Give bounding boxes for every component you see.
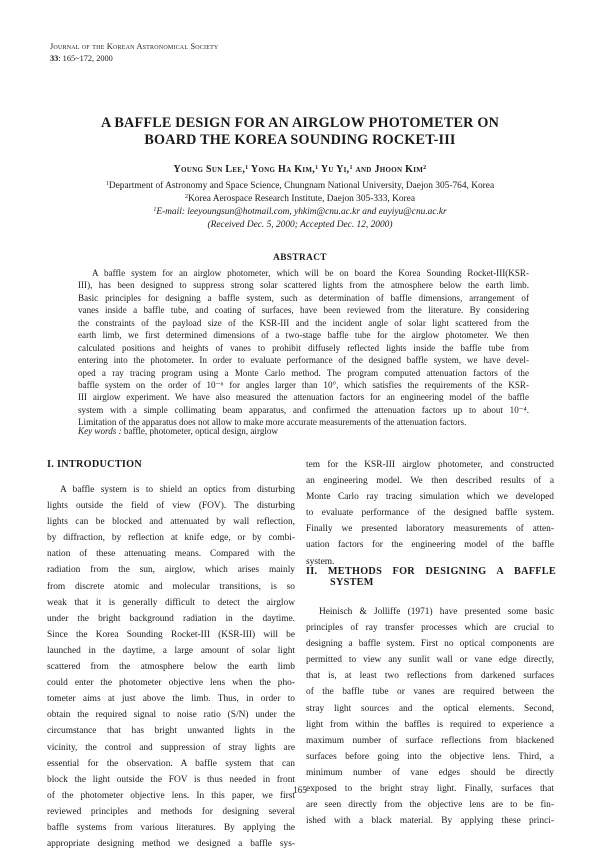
body-line: weak that it is generally difficult to detect the airglow	[47, 597, 295, 608]
body-line: tem for the KSR-III airglow photometer, and constructed	[306, 460, 554, 470]
body-line: exposed to the bright stray light. Finally, surfaces that	[306, 784, 554, 795]
body-line: circumstance that has bright unwanted lights in the	[47, 726, 295, 737]
body-line: are seen directly from the objective lens are to be fin-	[306, 800, 554, 811]
body-line: maximum number of surface reflections from blackened	[306, 735, 554, 746]
body-line: an engineering model. We then described results of a	[306, 476, 554, 487]
body-line: to evaluate performance of the designed baffle system.	[306, 508, 554, 519]
paper-title	[40, 115, 560, 149]
body-line: surfaces before going into the objective lens. Third, a	[306, 751, 554, 762]
body-line: reviewed principles and methods for designing several	[47, 806, 295, 817]
body-line: stray light sources and the optical elements. Second,	[306, 703, 554, 714]
body-line: launched in the daytime, a large amount of solar light	[47, 645, 295, 656]
abstract-line: baffle system on the order of 10⁻⁶ for angles larger than 10°, which satisfies the requirements of the KSR-	[78, 379, 529, 390]
journal-volume: 33	[50, 54, 59, 63]
section-1-heading: I. INTRODUCTION	[47, 459, 143, 470]
body-line: by diffraction, by reflection at knife edge, or by combi-	[47, 533, 295, 544]
keywords	[78, 426, 278, 436]
author-list	[40, 164, 560, 175]
abstract-line: vanes inside a baffle tube, and coating of surfaces, have been reviewed from the literature. By considering	[78, 305, 529, 316]
abstract-line: Basic principles for designing a baffle system, such as determination of baffle dimensions, arrangement of	[78, 292, 529, 303]
body-line: minimum number of vane edges should be directly	[306, 767, 554, 778]
author-3: Yu Yi,	[318, 164, 350, 175]
body-line: tometer aims at just above the limb. Thus, in order to	[47, 694, 295, 705]
journal-volume-line	[50, 53, 218, 65]
abstract-line: A baffle system for an airglow photometer, which will be on board the Korea Sounding Rocket-III(KSR-	[92, 268, 529, 278]
body-line: permitted to view any sunlit wall or vane edge directly,	[306, 655, 554, 666]
section-2-heading-line-2: SYSTEM	[330, 577, 374, 588]
affiliation-2-text: Korea Aerospace Research Institute, Daejon 305-333, Korea	[188, 194, 415, 204]
keywords-label: Key words :	[78, 426, 122, 436]
affiliation-2	[30, 193, 570, 206]
body-line: under the bright background radiation in the daytime.	[47, 613, 295, 624]
body-line: vicinity, the control and suppression of stray lights are	[47, 742, 295, 753]
abstract-body	[78, 267, 529, 429]
journal-pages: : 165~172, 2000	[58, 54, 113, 63]
email-text: E-mail: leeyoungsun@hotmail.com, yhkim@cnu.ac.kr and euyiyu@cnu.ac.kr	[156, 207, 447, 217]
abstract-line: entering into the photometer. In order to evaluate performance of the designed baffle system, we have devel-	[78, 355, 529, 366]
body-line: Monte Carlo ray tracing simulation which we developed	[306, 492, 554, 503]
title-line-1: A BAFFLE DESIGN FOR AN AIRGLOW PHOTOMETER ON	[100, 115, 500, 131]
author-3-mark: 1	[349, 165, 353, 171]
body-line: from discrete atomic and molecular transitions, is so	[47, 581, 295, 592]
body-line: Finally we presented laboratory measurements of atten-	[306, 524, 554, 535]
affiliation-2-mark: 2	[185, 194, 188, 200]
body-line: Since the Korea Sounding Rocket-III (KSR-III) will be	[47, 629, 295, 640]
abstract-line: III), has been designed to suppress strong solar scattered lights from the atmosphere below the earth limb.	[78, 280, 529, 291]
author-2-mark: 1	[315, 165, 319, 171]
body-line: scattered from the atmosphere below the earth limb	[47, 662, 295, 673]
author-2: Yong Ha Kim,	[248, 164, 316, 175]
abstract-line: system with a simple collimating beam apparatus, and confirmed the attenuation factors up to about 10⁻⁴.	[78, 404, 529, 415]
body-line: of the photometer objective lens. In this paper, we first	[47, 790, 295, 801]
body-line: principles of ray transfer processes which are crucial to	[306, 623, 554, 634]
page-number: 165	[293, 785, 307, 795]
body-line: of the baffle tube or vanes are required between the	[306, 687, 554, 698]
body-line: could enter the photometer objective lens when the pho-	[47, 678, 295, 689]
author-1: Young Sun Lee,	[173, 164, 246, 175]
affiliation-1-text: Department of Astronomy and Space Science, Chungnam National University, Daejon 305-764, Korea	[108, 181, 495, 191]
abstract-line: earth limb, we first determined dimensions of a two-stage baffle tube for the airglow photometer. We then	[78, 330, 529, 341]
section-2-heading	[306, 566, 556, 588]
body-line: light from within the baffles is required to experience a	[306, 719, 554, 730]
email-mark: 1	[153, 207, 157, 213]
body-line: block the light outside the FOV is thus needed in front	[47, 774, 295, 785]
body-line: essential for the observation. A baffle system that can	[47, 758, 295, 769]
journal-name: Journal of the Korean Astronomical Society	[50, 42, 219, 51]
body-line: designing a baffle system. First no optical components are	[306, 639, 554, 650]
body-line: radiation from the sun, airglow, which arises mainly	[47, 565, 295, 576]
section-2-body	[306, 604, 554, 829]
keywords-text: baffle, photometer, optical design, airglow	[121, 426, 279, 436]
email-line	[30, 206, 570, 219]
intro-continued	[306, 457, 554, 570]
abstract-line: III airglow experiment. We have also measured the attenuation factors for an engineering model of the baffle	[78, 392, 529, 403]
body-line: lights outside the field of view (FOV). The disturbing	[47, 501, 295, 512]
affiliation-1	[30, 180, 570, 193]
author-4-mark: 2	[423, 165, 427, 171]
body-line: baffle systems from various literatures. By applying the	[47, 822, 295, 833]
author-1-mark: 1	[245, 165, 249, 171]
body-line: Heinisch & Jolliffe (1971) have presented some basic	[319, 607, 554, 617]
body-line: uation factors for the engineering model of the baffle	[306, 540, 554, 551]
body-line: system.	[306, 556, 335, 567]
author-4: and Jhoon Kim	[352, 164, 424, 175]
section-2-heading-line-1: II. METHODS FOR DESIGNING A BAFFLE	[306, 566, 556, 577]
body-line: A baffle system is to shield an optics from disturbing	[60, 485, 295, 495]
abstract-heading: ABSTRACT	[273, 253, 327, 263]
section-1-body	[47, 482, 295, 852]
affiliation-1-mark: 1	[105, 181, 109, 187]
body-line: lights can be blocked and attenuated by wall reflection,	[47, 517, 295, 528]
received-dates: (Received Dec. 5, 2000; Accepted Dec. 12, 2000)	[207, 220, 393, 230]
body-line: appropriate designing method we designed a baffle sys-	[47, 839, 295, 850]
abstract-line: Limitation of the apparatus does not allow to make more accurate measurements of the attenuation factors.	[78, 417, 467, 428]
body-line: nation of these attenuating means. Compared with the	[47, 549, 295, 560]
title-line-2: BOARD THE KOREA SOUNDING ROCKET-III	[144, 132, 456, 148]
body-line: obtain the required signal to noise ratio (S/N) under the	[47, 710, 295, 721]
body-line: that is, at least two reflections from darkened surfaces	[306, 671, 554, 682]
body-line: ished with a black material. By applying these princi-	[306, 816, 554, 827]
abstract-line: calculated positions and heights of vanes to prohibit diffusely reflected lights inside the baffle tube from	[78, 342, 529, 353]
abstract-line: the constraints of the payload size of the KSR-III and the incident angle of solar light scattered from the	[78, 317, 529, 328]
journal-header	[50, 41, 218, 65]
abstract-line: oped a ray tracing program using a Monte Carlo method. The program computed attenuation factors of the	[78, 367, 529, 378]
